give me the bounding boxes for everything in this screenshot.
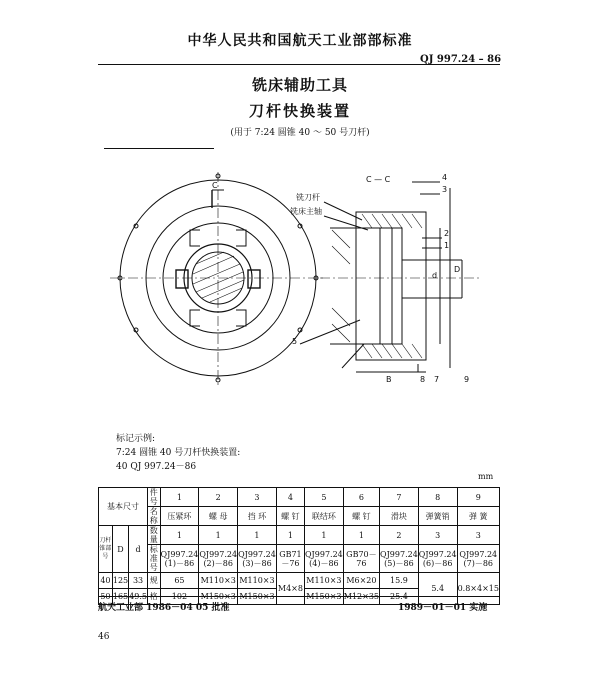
spec-cell: 102	[160, 589, 199, 605]
section-c-label: C	[212, 181, 218, 190]
spec-cell: M110×3	[238, 573, 277, 589]
qty-cell: 1	[199, 526, 238, 545]
std-cell: GB70－76	[343, 545, 379, 573]
technical-drawing	[100, 168, 500, 398]
header-rule	[98, 64, 500, 65]
label-qty: 数 量	[147, 526, 160, 545]
name-cell: 螺 钉	[276, 507, 304, 526]
row-std	[99, 545, 500, 573]
doc-scope: (用于 7:24 圆锥 40 ～ 50 号刀杆)	[230, 128, 370, 138]
row-40	[99, 573, 500, 589]
row-seq	[99, 488, 500, 507]
spec-cell: M150×3	[305, 589, 344, 605]
qty-cell: 1	[343, 526, 379, 545]
seq-cell: 1	[160, 488, 199, 507]
seq-cell: 2	[199, 488, 238, 507]
name-cell: 滑块	[380, 507, 419, 526]
marking-example	[116, 432, 240, 474]
pn-9: 9	[464, 375, 470, 384]
label-name: 名 称	[147, 507, 160, 526]
spec-cell: M12×35	[343, 589, 379, 605]
name-cell: 压紧环	[160, 507, 199, 526]
implementation-date: 1989－01－01 实施	[398, 603, 488, 613]
label-spec: 规	[147, 573, 160, 589]
spec-cell: 65	[160, 573, 199, 589]
pn-3: 3	[442, 185, 448, 194]
std-cell: QJ997.24 (3)－86	[238, 545, 277, 573]
seq-cell: 8	[418, 488, 457, 507]
name-cell: 联结环	[305, 507, 344, 526]
name-cell: 挡 环	[238, 507, 277, 526]
pn-7: 7	[434, 375, 440, 384]
page-number: 46	[98, 632, 110, 642]
qty-cell: 3	[457, 526, 499, 545]
seq-cell: 5	[305, 488, 344, 507]
doc-title-2: 刀杆快换装置	[248, 102, 351, 120]
seq-cell: 4	[276, 488, 304, 507]
seq-cell: 7	[380, 488, 419, 507]
pn-1: 1	[444, 241, 450, 250]
callout-tool-bar: 铣刀杆	[296, 193, 320, 202]
spec-cell: M150×3	[199, 589, 238, 605]
section-view	[300, 182, 480, 372]
spec-cell: M150×3	[238, 589, 277, 605]
spec-cell: 5.4	[418, 573, 457, 605]
header-basic-size: 基本尺寸	[99, 488, 148, 526]
spec-cell: 15.9	[380, 573, 419, 589]
name-cell: 螺 母	[199, 507, 238, 526]
std-cell: QJ997.24 (6)－86	[418, 545, 457, 573]
approval-date: 航天工业部 1986－04 05 批准	[98, 603, 230, 613]
row-name	[99, 507, 500, 526]
standard-title: 中华人民共和国航天工业部部标准	[187, 33, 413, 49]
unit-label: mm	[478, 472, 494, 481]
taper-cell: 40	[99, 573, 113, 589]
spec-cell: M6×20	[343, 573, 379, 589]
qty-cell: 1	[238, 526, 277, 545]
spec-cell: M110×3	[305, 573, 344, 589]
std-cell: QJ997.24 (5)－86	[380, 545, 419, 573]
qty-cell: 1	[305, 526, 344, 545]
marking-line-2: 40 QJ 997.24－86	[116, 462, 197, 472]
dim-B: B	[386, 375, 392, 384]
row-qty	[99, 526, 500, 545]
d-cell: 33	[129, 573, 148, 589]
name-cell: 弹 簧	[457, 507, 499, 526]
name-cell: 弹簧销	[418, 507, 457, 526]
scope-rule	[104, 148, 214, 149]
pn-4: 4	[442, 173, 448, 182]
col-taper: 刀杆锥部号	[99, 526, 113, 573]
spec-cell: M4×8	[276, 573, 304, 605]
doc-title-1: 铣床辅助工具	[251, 76, 348, 94]
seq-cell: 9	[457, 488, 499, 507]
pn-5a: 5	[292, 337, 298, 346]
std-cell: QJ997.24 (4)－86	[305, 545, 344, 573]
marking-line-1: 7:24 圆锥 40 号刀杆快换装置:	[116, 448, 241, 458]
qty-cell: 1	[276, 526, 304, 545]
spec-table	[98, 487, 500, 605]
footer-rule	[98, 596, 500, 597]
spec-cell: 0.8×4×15	[457, 573, 499, 605]
section-cc-label: C — C	[366, 175, 391, 184]
pn-2: 2	[444, 229, 450, 238]
seq-cell: 6	[343, 488, 379, 507]
name-cell: 螺 钉	[343, 507, 379, 526]
D-cell: 125	[112, 573, 128, 589]
taper-cell: 50	[99, 589, 113, 605]
label-std: 标准号	[147, 545, 160, 573]
D-cell: 165	[112, 589, 128, 605]
dim-D: D	[454, 265, 461, 274]
standard-number: QJ 997.24 – 86	[420, 54, 502, 65]
label-seq: 件 号	[147, 488, 160, 507]
qty-cell: 1	[160, 526, 199, 545]
label-spec2: 格	[147, 589, 160, 605]
std-cell: QJ997.24 (7)－86	[457, 545, 499, 573]
col-D: D	[112, 526, 128, 573]
spec-cell: 25.4	[380, 589, 419, 605]
std-cell: GB71－76	[276, 545, 304, 573]
qty-cell: 2	[380, 526, 419, 545]
std-cell: QJ997.24 (2)－86	[199, 545, 238, 573]
marking-heading: 标记示例:	[116, 434, 156, 444]
front-view	[110, 172, 326, 386]
callout-spindle: 铣床主轴	[290, 207, 322, 216]
col-d: d	[129, 526, 148, 573]
pn-8: 8	[420, 375, 426, 384]
d-cell: 49.5	[129, 589, 148, 605]
spec-cell: M110×3	[199, 573, 238, 589]
seq-cell: 3	[238, 488, 277, 507]
dim-d: d	[432, 271, 438, 280]
std-cell: QJ997.24 (1)－86	[160, 545, 199, 573]
qty-cell: 3	[418, 526, 457, 545]
